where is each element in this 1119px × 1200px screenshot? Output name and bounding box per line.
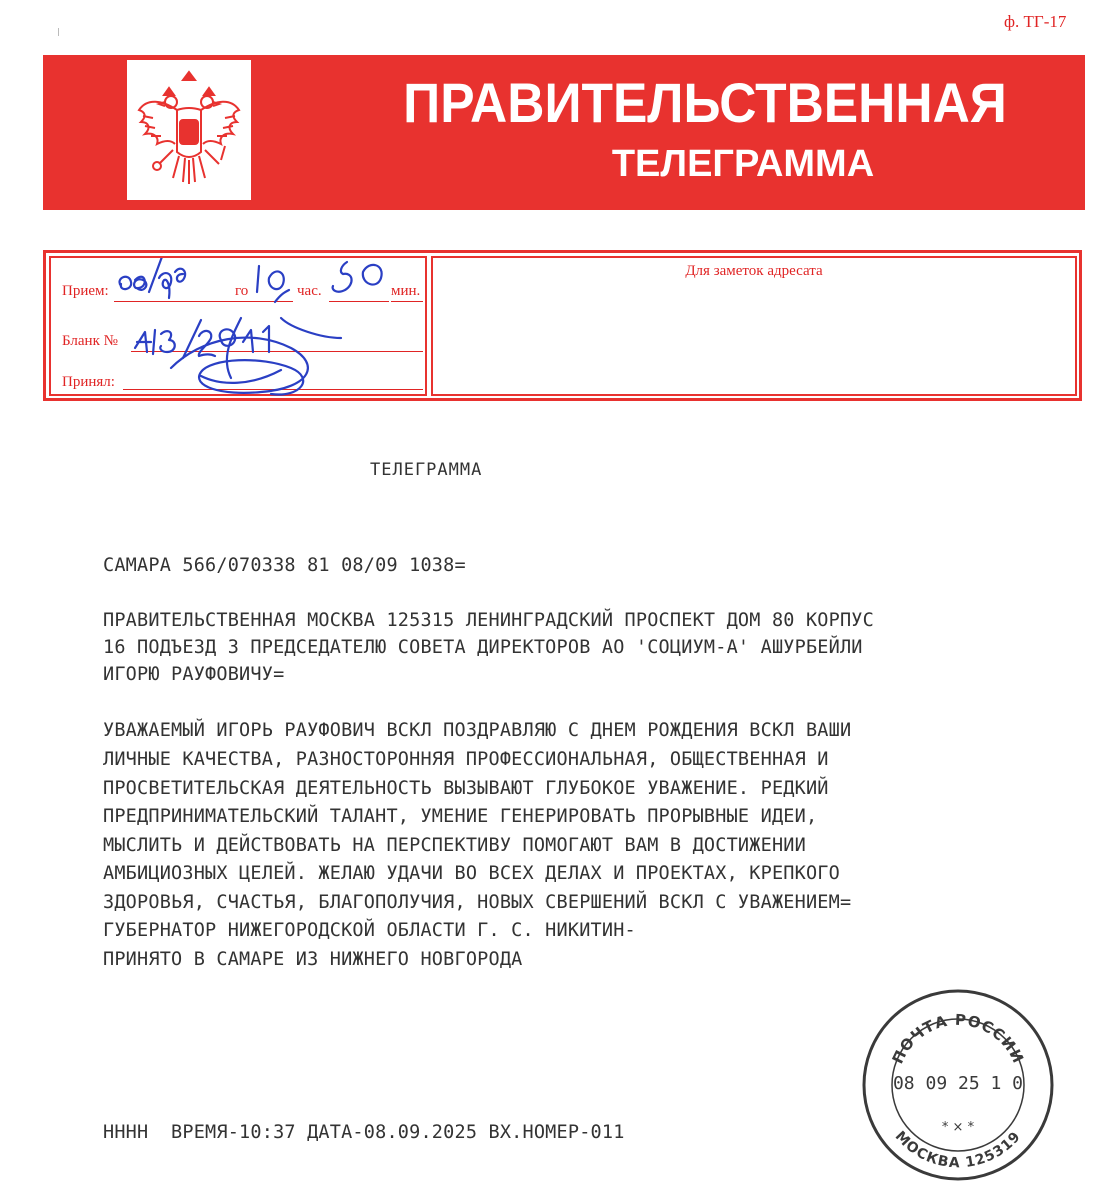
double-headed-eagle-icon <box>127 60 251 200</box>
stamp-date: 08 09 25 1 0 <box>892 1073 1024 1094</box>
header-subtitle: ТЕЛЕГРАММА <box>611 143 875 185</box>
postal-stamp <box>858 985 1058 1185</box>
header-title: ПРАВИТЕЛЬСТВЕННАЯ <box>403 71 1007 134</box>
message-line: ЛИЧНЫЕ КАЧЕСТВА, РАЗНОСТОРОННЯЯ ПРОФЕССИОНАЛЬНАЯ, ОБЩЕСТВЕННАЯ И <box>103 749 829 770</box>
hour-line <box>251 301 293 302</box>
address-line: ПРАВИТЕЛЬСТВЕННАЯ МОСКВА 125315 ЛЕНИНГРАДСКИЙ ПРОСПЕКТ ДОМ 80 КОРПУС <box>103 610 874 631</box>
received-from-line: ПРИНЯТО В САМАРЕ ИЗ НИЖНЕГО НОВГОРОДА <box>103 949 523 970</box>
address-line: ИГОРЮ РАУФОВИЧУ= <box>103 664 285 685</box>
message-line: ПРОСВЕТИТЕЛЬСКАЯ ДЕЯТЕЛЬНОСТЬ ВЫЗЫВАЮТ ГЛУБОКОЕ УВАЖЕНИЕ. РЕДКИЙ <box>103 778 829 799</box>
year-suffix-label: го <box>235 283 249 299</box>
blank-number-line <box>131 351 423 352</box>
hour-label: час. <box>297 283 322 299</box>
received-label: Прием: <box>62 283 109 299</box>
message-line: ЗДОРОВЬЯ, СЧАСТЬЯ, БЛАГОПОЛУЧИЯ, НОВЫХ СВЕРШЕНИЙ ВСКЛ С УВАЖЕНИЕМ= <box>103 892 852 913</box>
message-line: ПРЕДПРИНИМАТЕЛЬСКИЙ ТАЛАНТ, УМЕНИЕ ГЕНЕРИРОВАТЬ ПРОРЫВНЫЕ ИДЕИ, <box>103 806 818 827</box>
stamp-bottom-text: МОСКВА 125319 <box>891 1128 1025 1172</box>
address-line: 16 ПОДЪЕЗД 3 ПРЕДСЕДАТЕЛЮ СОВЕТА ДИРЕКТОРОВ АО 'СОЦИУМ-А' АШУРБЕЙЛИ <box>103 637 863 658</box>
notes-label: Для заметок адресата <box>685 263 823 279</box>
form-code: ф. ТГ-17 <box>1004 12 1067 31</box>
addressee-notes-area <box>431 256 1077 396</box>
blank-number-label: Бланк № <box>62 333 118 349</box>
svg-text:ПОЧТА РОССИИ <box>888 1011 1027 1067</box>
header-band <box>43 55 1085 210</box>
origin-line: САМАРА 566/070338 81 08/09 1038= <box>103 555 466 576</box>
minute-line <box>329 301 389 302</box>
reception-frame <box>43 250 1082 401</box>
margin-tick <box>58 28 59 36</box>
minute-label: мин. <box>391 283 421 299</box>
message-line: АМБИЦИОЗНЫХ ЦЕЛЕЙ. ЖЕЛАЮ УДАЧИ ВО ВСЕХ ДЕЛАХ И ПРОЕКТАХ, КРЕПКОГО <box>103 863 840 884</box>
signatory-line: ГУБЕРНАТОР НИЖЕГОРОДСКОЙ ОБЛАСТИ Г. С. НИКИТИН- <box>103 920 636 941</box>
service-footer: НННН ВРЕМЯ-10:37 ДАТА-08.09.2025 ВХ.НОМЕР-011 <box>103 1122 625 1143</box>
stamp-marks: * × * <box>941 1120 975 1135</box>
message-line: МЫСЛИТЬ И ДЕЙСТВОВАТЬ НА ПЕРСПЕКТИВУ ПОМОГАЮТ ВАМ В ДОСТИЖЕНИИ <box>103 835 806 856</box>
reception-fields <box>49 256 427 396</box>
minute-tail-line <box>391 301 423 302</box>
message-line: УВАЖАЕМЫЙ ИГОРЬ РАУФОВИЧ ВСКЛ ПОЗДРАВЛЯЮ С ДНЕМ РОЖДЕНИЯ ВСКЛ ВАШИ <box>103 720 852 741</box>
stamp-top-text: ПОЧТА РОССИИ <box>888 1010 1028 1067</box>
accepted-label: Принял: <box>62 374 115 390</box>
telegram-heading: ТЕЛЕГРАММА <box>370 460 483 480</box>
accepted-line <box>123 389 423 390</box>
coat-of-arms-emblem <box>127 60 251 200</box>
